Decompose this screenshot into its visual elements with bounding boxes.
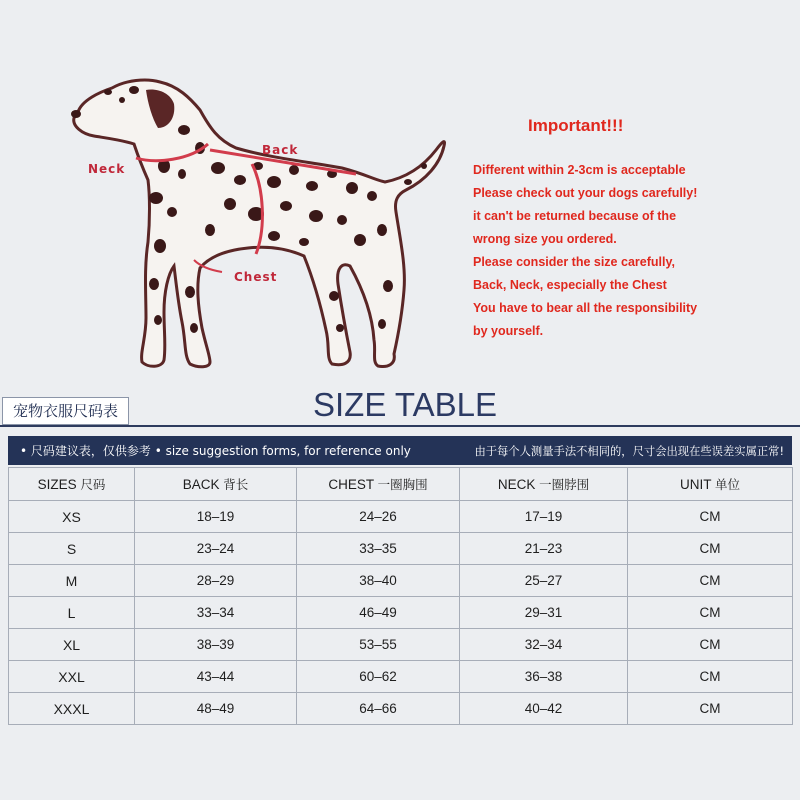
cell-chest: 64–66: [297, 693, 460, 725]
cell-neck: 21–23: [460, 533, 628, 565]
cell-neck: 29–31: [460, 597, 628, 629]
header-back: BACK 背长: [135, 468, 297, 501]
cell-unit: CM: [628, 597, 793, 629]
cell-chest: 24–26: [297, 501, 460, 533]
cell-neck: 17–19: [460, 501, 628, 533]
notice-list: [473, 162, 697, 346]
dog-measurement-diagram: [60, 70, 460, 375]
cell-size: M: [9, 565, 135, 597]
cell-unit: CM: [628, 629, 793, 661]
dalmatian-illustration: [60, 70, 460, 375]
dog-eye: [119, 97, 125, 103]
table-row: [9, 597, 793, 629]
cell-chest: 53–55: [297, 629, 460, 661]
chinese-title: 宠物衣服尺码表: [2, 397, 129, 425]
header-neck: NECK 一圈脖围: [460, 468, 628, 501]
cell-chest: 38–40: [297, 565, 460, 597]
cell-unit: CM: [628, 693, 793, 725]
cell-back: 23–24: [135, 533, 297, 565]
cell-size: XL: [9, 629, 135, 661]
cell-chest: 46–49: [297, 597, 460, 629]
cell-unit: CM: [628, 565, 793, 597]
notice-line: it can't be returned because of the: [473, 209, 677, 223]
cell-size: XS: [9, 501, 135, 533]
neck-label: Neck: [88, 162, 126, 176]
cell-size: L: [9, 597, 135, 629]
dog-nose: [71, 110, 81, 118]
cell-size: XXL: [9, 661, 135, 693]
cell-neck: 32–34: [460, 629, 628, 661]
cell-back: 43–44: [135, 661, 297, 693]
table-header-row: [9, 468, 793, 501]
cell-unit: CM: [628, 661, 793, 693]
table-row: [9, 661, 793, 693]
notice-line: Please check out your dogs carefully!: [473, 186, 698, 200]
header-sizes: SIZES 尺码: [9, 468, 135, 501]
notice-line: by yourself.: [473, 324, 544, 338]
cell-neck: 25–27: [460, 565, 628, 597]
cell-neck: 40–42: [460, 693, 628, 725]
notice-line: wrong size you ordered.: [473, 232, 617, 246]
title-divider: [0, 425, 800, 427]
cell-chest: 33–35: [297, 533, 460, 565]
chest-label: Chest: [234, 270, 278, 284]
table-row: [9, 501, 793, 533]
cell-unit: CM: [628, 501, 793, 533]
table-row: [9, 533, 793, 565]
table-row: [9, 565, 793, 597]
important-title: Important!!!: [528, 116, 624, 135]
cell-back: 33–34: [135, 597, 297, 629]
info-bar: [8, 436, 792, 465]
cell-back: 48–49: [135, 693, 297, 725]
cell-size: XXXL: [9, 693, 135, 725]
table-row: [9, 693, 793, 725]
cell-unit: CM: [628, 533, 793, 565]
dog-silhouette: [74, 80, 445, 367]
header-unit: UNIT 单位: [628, 468, 793, 501]
header-chest: CHEST 一圈胸围: [297, 468, 460, 501]
cell-back: 28–29: [135, 565, 297, 597]
back-label: Back: [262, 143, 299, 157]
table-row: [9, 629, 793, 661]
cell-neck: 36–38: [460, 661, 628, 693]
notice-line: Back, Neck, especially the Chest: [473, 278, 667, 292]
notice-line: Different within 2-3cm is acceptable: [473, 163, 686, 177]
notice-line: You have to bear all the responsibility: [473, 301, 698, 315]
size-table: [8, 467, 793, 725]
notice-line: Please consider the size carefully,: [473, 255, 675, 269]
cell-chest: 60–62: [297, 661, 460, 693]
cell-back: 38–39: [135, 629, 297, 661]
info-bar-left: • 尺码建议表，仅供参考 • size suggestion forms, for reference only: [20, 444, 411, 458]
cell-size: S: [9, 533, 135, 565]
size-table-title: SIZE TABLE: [312, 386, 497, 423]
cell-back: 18–19: [135, 501, 297, 533]
info-bar-right: 由于每个人测量手法不相同的，尺寸会出现在些误差实属正常!: [474, 444, 784, 458]
